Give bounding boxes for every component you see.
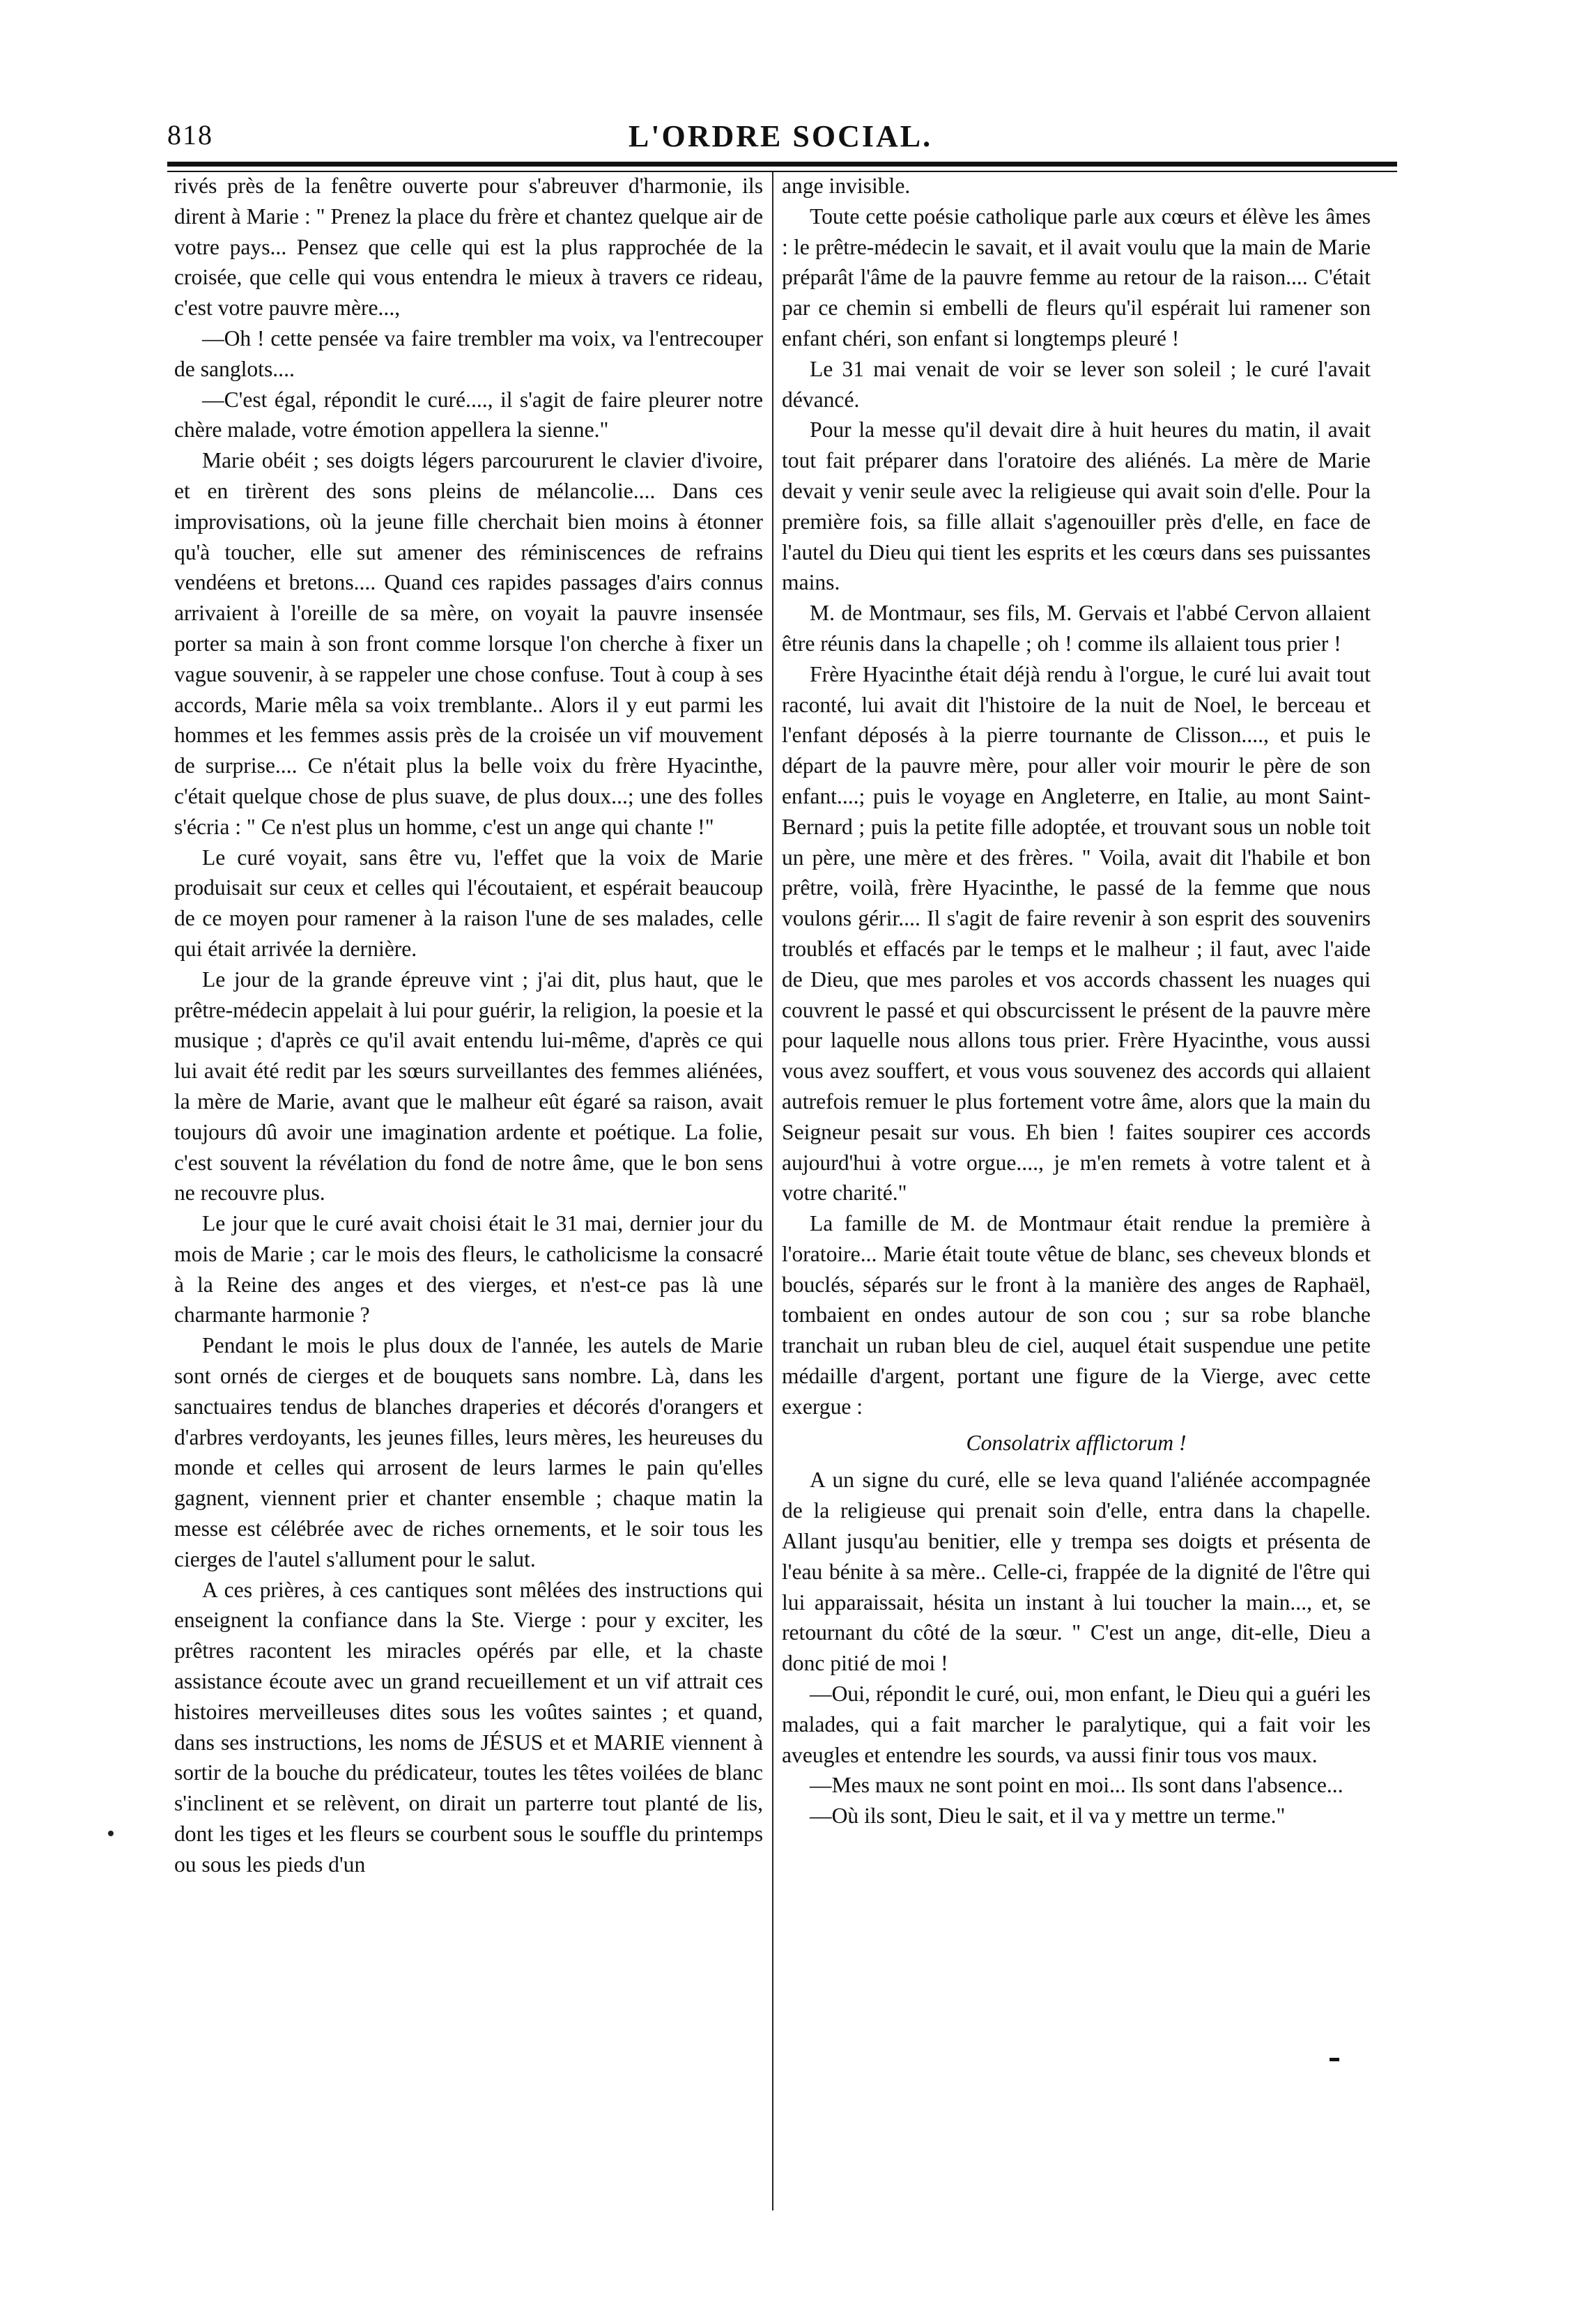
ink-speck — [108, 1831, 114, 1836]
paragraph: —C'est égal, répondit le curé...., il s'agit de faire pleurer notre chère malade, votre émotion appellera la sienne." — [174, 387, 763, 443]
paragraph: —Oui, répondit le curé, oui, mon enfant, le Dieu qui a guéri les malades, qui a fait marcher le paralytique, qui a fait voir les aveugles et entendre les sourds, va aussi finir tous vos maux. — [782, 1682, 1371, 1767]
paragraph: Toute cette poésie catholique parle aux cœurs et élève les âmes : le prêtre-médecin le savait, et il avait voulu que la main de Marie préparât l'âme de la pauvre femme au retour de la raison.... C'était par ce chemin si embelli de fleurs qu'il espérait lui ramener son enfant chéri, son enfant si longtemps pleuré ! — [782, 203, 1371, 351]
right-column — [782, 171, 1371, 1831]
running-header — [167, 118, 1394, 153]
paragraph: Pendant le mois le plus doux de l'année, les autels de Marie sont ornés de cierges et de bouquets sans nombre. Là, dans les sanctuaires tendus de blanches draperies et décorés d'orangers et d'arbres verdoyants, les jeunes filles, leurs mères, les heureuses du monde et celles qui arrosent de leurs larmes le pain qu'elles gagnent, viennent prier et chanter ensemble ; chaque matin la messe est célébrée avec de riches ornements, et le soir tous les cierges de l'autel s'allument pour le salut. — [174, 1333, 763, 1571]
paragraph: A ces prières, à ces cantiques sont mêlées des instructions qui enseignent la confiance dans la Ste. Vierge : pour y exciter, les prêtres racontent les miracles opérés par elle, et la chaste assistance écoute avec un grand recueillement et un vif attrait ces histoires merveilleuses dites sous les voûtes saintes ; et quand, dans ses instructions, les noms de JÉSUS et et MARIE viennent à sortir de la bouche du prédicateur, toutes les têtes voilées de blanc s'inclinent et se relèvent, on dirait un parterre tout planté de lis, dont les tiges et les fleurs se courbent sous le souffle du printemps ou sous les pieds d'un — [174, 1577, 763, 1877]
end-mark — [1330, 2058, 1339, 2061]
paragraph: rivés près de la fenêtre ouverte pour s'abreuver d'harmonie, ils dirent à Marie : " Prenez la place du frère et chantez quelque air de votre pays... Pensez que celle qui est la plus rapprochée de la croisée, que celle qui vous entendra le mieux à travers ce rideau, c'est votre pauvre mère..., — [174, 174, 763, 321]
paragraph: Le jour que le curé avait choisi était le 31 mai, dernier jour du mois de Marie ; car le mois des fleurs, le catholicisme la consacré à la Reine des anges et des vierges, et n'est-ce pas là une charmante harmonie ? — [174, 1211, 763, 1328]
paragraph: Le jour de la grande épreuve vint ; j'ai dit, plus haut, que le prêtre-médecin appelait à lui pour guérir, la religion, la poesie et la musique ; d'après ce qu'il avait entendu lui-même, d'après ce qui lui avait été redit par les sœurs surveillantes des femmes aliénées, la mère de Marie, avant que le malheur eût égaré sa raison, avait toujours dû avoir une imagination ardente et poétique. La folie, c'est souvent la révélation du fond de notre âme, que le bon sens ne recouvre plus. — [174, 967, 763, 1206]
paragraph: Pour la messe qu'il devait dire à huit heures du matin, il avait tout fait préparer dans l'oratoire des aliénés. La mère de Marie devait y venir seule avec la religieuse qui avait soin d'elle. Pour la première fois, sa fille allait s'agenouiller près d'elle, en face de l'autel du Dieu qui tient les esprits et les cœurs dans ses puissantes mains. — [782, 417, 1371, 595]
paragraph: Le 31 mai venait de voir se lever son soleil ; le curé l'avait dévancé. — [782, 356, 1371, 412]
paragraph: —Mes maux ne sont point en moi... Ils sont dans l'absence... — [810, 1773, 1343, 1798]
column-divider — [772, 172, 773, 2210]
paragraph: Frère Hyacinthe était déjà rendu à l'orgue, le curé lui avait tout raconté, lui avait dit l'histoire de la nuit de Noel, le berceau et l'enfant déposés à la pierre tournante de Clisson...., et puis le départ de la pauvre mère, pour aller voir mourir le père de son enfant....; puis le voyage en Angleterre, en Italie, au mont Saint-Bernard ; puis la petite fille adoptée, et trouvant sous un noble toit un père, une mère et des frères. " Voila, avait dit l'habile et bon prêtre, voilà, frère Hyacinthe, le passé de la femme que nous voulons gérir.... Il s'agit de faire revenir à son esprit des souvenirs troublés et effacés par le temps et le malheur ; il faut, avec l'aide de Dieu, que mes paroles et vos accords chassent les nuages qui couvrent le passé et qui obscurcissent le présent de la pauvre mère pour laquelle nous allons tous prier. Frère Hyacinthe, vous aussi vous avez souffert, et vous vous souvenez des accords qui allaient autrefois remuer le plus fortement votre âme, alors que la main du Seigneur pesait sur vous. Eh bien ! faites soupirer ces accords aujourd'hui à votre orgue...., je m'en remets à votre talent et à votre charité." — [782, 661, 1371, 1206]
header-rule-thick — [167, 162, 1397, 167]
medal-inscription: Consolatrix afflictorum ! — [966, 1430, 1187, 1455]
page-number: 818 — [167, 119, 213, 151]
paragraph: —Oh ! cette pensée va faire trembler ma voix, va l'entrecouper de sanglots.... — [174, 325, 763, 381]
paragraph: —Où ils sont, Dieu le sait, et il va y mettre un terme." — [810, 1803, 1286, 1829]
paragraph: ange invisible. — [782, 174, 911, 198]
left-column — [174, 171, 763, 1880]
paragraph: Le curé voyait, sans être vu, l'effet que la voix de Marie produisait sur ceux et celles qui l'écoutaient, et espérait beaucoup de ce moyen pour ramener à la raison l'une de ses malades, celle qui était arrivée la dernière. — [174, 845, 763, 961]
paragraph: A un signe du curé, elle se leva quand l'aliénée accompagnée de la religieuse qui prenait soin d'elle, entra dans la chapelle. Allant jusqu'au benitier, elle y trempa ses doigts et présenta de l'eau bénite à sa mère.. Celle-ci, frappée de la dignité de l'être qui lui apparaissait, hésita un instant à lui toucher la main..., et, se retournant du côté de la sœur. " C'est un ange, dit-elle, Dieu a donc pitié de moi ! — [782, 1468, 1371, 1676]
paragraph: La famille de M. de Montmaur était rendue la première à l'oratoire... Marie était toute vêtue de blanc, ses cheveux blonds et bouclés, séparés sur le front à la manière des anges de Raphaël, tombaient en ondes autour de son cou ; sur sa robe blanche tranchait un ruban bleu de ciel, auquel était suspendue une petite médaille d'argent, portant une figure de la Vierge, avec cette exergue : — [782, 1211, 1371, 1419]
paragraph: Marie obéit ; ses doigts légers parcoururent le clavier d'ivoire, et en tirèrent des sons pleins de mélancolie.... Dans ces improvisations, où la jeune fille cherchait bien moins à étonner qu'à toucher, elle sut amener des réminiscences de refrains vendéens et bretons.... Quand ces rapides passages d'airs connus arrivaient à l'oreille de sa mère, on voyait la pauvre insensée porter sa main à son front comme lorsque l'on cherche à fixer un vague souvenir, à se rappeler une chose confuse. Tout à coup à ses accords, Marie mêla sa voix tremblante.. Alors il y eut parmi les hommes et les femmes assis près de la croisée un vif mouvement de surprise.... Ce n'était plus la belle voix du frère Hyacinthe, c'était quelque chose de plus suave, de plus doux...; une des folles s'écria : " Ce n'est plus un homme, c'est un ange qui chante !" — [174, 448, 763, 839]
paragraph: M. de Montmaur, ses fils, M. Gervais et l'abbé Cervon allaient être réunis dans la chapelle ; oh ! comme ils allaient tous prier ! — [782, 601, 1371, 656]
journal-title: L'ORDRE SOCIAL. — [628, 119, 933, 153]
